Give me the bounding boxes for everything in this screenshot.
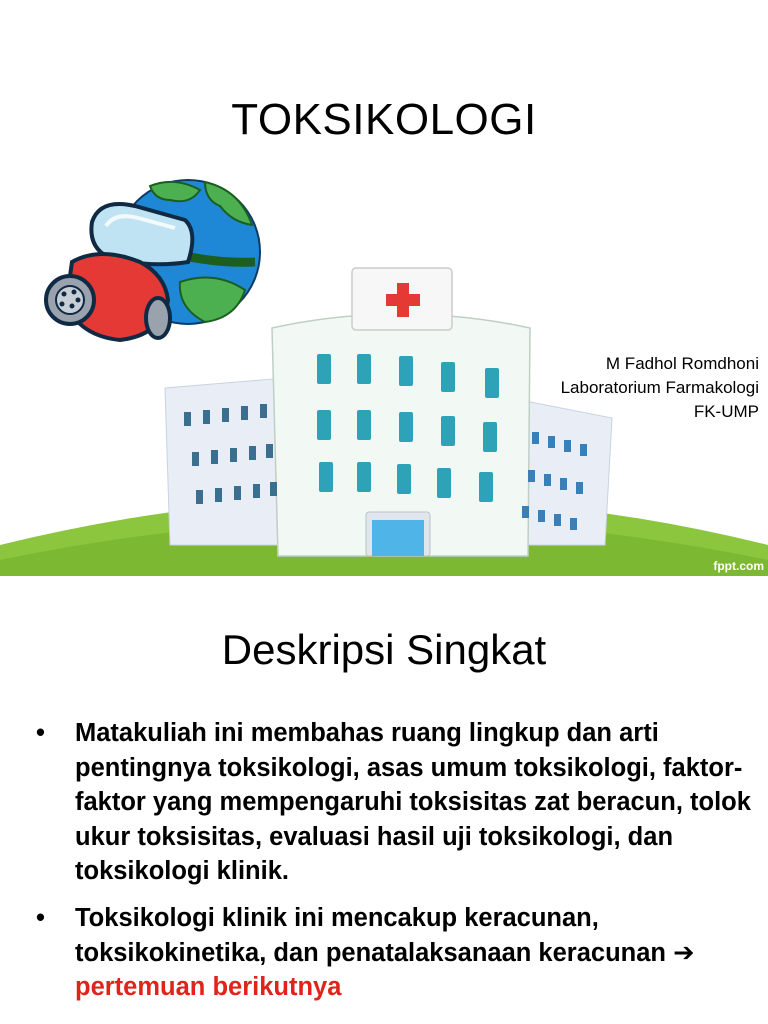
- presentation-title: TOKSIKOLOGI: [231, 95, 537, 144]
- author-name: M Fadhol Romdhoni: [605, 354, 759, 373]
- globe-gas-mask-icon: [46, 180, 260, 340]
- description-slide: [0, 576, 768, 1024]
- right-arrow-icon: ➔: [673, 937, 695, 968]
- bullet-item: [32, 716, 752, 889]
- highlight-text: pertemuan berikutnya: [75, 973, 342, 1002]
- author-institution: FK-UMP: [693, 402, 759, 421]
- slide-title: Deskripsi Singkat: [221, 626, 547, 673]
- bullet-item: [32, 901, 752, 1005]
- author-block: [561, 352, 759, 424]
- bullet-list: [32, 716, 752, 1017]
- bullet-text: Toksikologi klinik ini mencakup keracunan, toksikokinetika, dan penatalaksanaan keracunan: [75, 903, 666, 967]
- bullet-text: Matakuliah ini membahas ruang lingkup dan arti pentingnya toksikologi, asas umum toksikologi, faktor-faktor yang mempengaruhi toksisitas zat beracun, tolok ukur toksisitas, evaluasi hasil uji toksikologi, dan toksikologi klinik.: [75, 719, 751, 886]
- template-watermark: fppt.com: [713, 559, 764, 573]
- bullet-icon: •: [36, 719, 45, 747]
- bullet-icon: •: [36, 903, 45, 932]
- author-lab: Laboratorium Farmakologi: [560, 378, 759, 397]
